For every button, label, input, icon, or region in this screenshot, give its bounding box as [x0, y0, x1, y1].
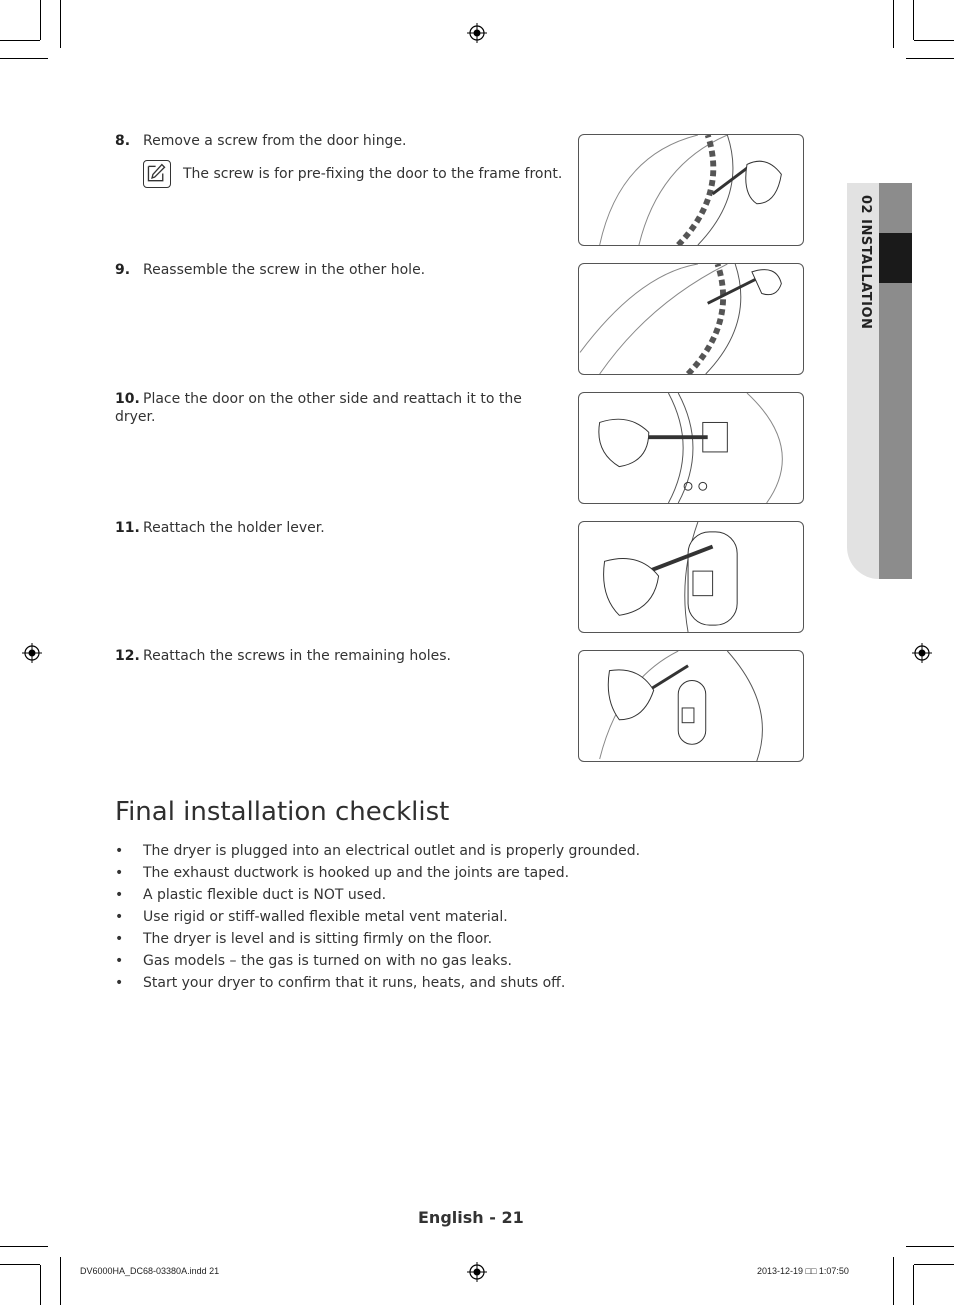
step-text: Reassemble the screw in the other hole. [143, 262, 426, 278]
crop-mark [0, 1264, 40, 1265]
slug-datetime: 2013-12-19 □□ 1:07:50 [757, 1266, 849, 1276]
crop-mark [60, 1257, 61, 1305]
step-11-illustration [578, 521, 804, 633]
checklist [115, 840, 675, 994]
crop-mark [913, 1265, 914, 1305]
checklist-item: • A plastic flexible duct is NOT used. [115, 884, 675, 906]
step-8-illustration [578, 134, 804, 246]
step-text: Reattach the holder lever. [143, 520, 325, 536]
step-10-illustration [578, 392, 804, 504]
slug-file: DV6000HA_DC68-03380A.indd 21 [80, 1266, 220, 1276]
crop-mark [0, 1246, 48, 1247]
crop-mark [40, 0, 41, 40]
crop-mark [60, 0, 61, 48]
checklist-item: • The exhaust ductwork is hooked up and the joints are taped. [115, 862, 675, 884]
crop-mark [906, 1246, 954, 1247]
crop-mark [893, 1257, 894, 1305]
checklist-item: • Use rigid or stiff-walled flexible metal vent material. [115, 906, 675, 928]
registration-mark-icon [22, 643, 42, 663]
registration-mark-icon [467, 23, 487, 43]
registration-mark-icon [912, 643, 932, 663]
crop-mark [914, 40, 954, 41]
note-text: The screw is for pre-fixing the door to the frame front. [183, 166, 563, 182]
section-side-tab [847, 183, 912, 579]
crop-mark [914, 1264, 954, 1265]
step-9 [115, 261, 555, 279]
step-number: 9. [115, 262, 131, 278]
checklist-item: • The dryer is level and is sitting firmly on the floor. [115, 928, 675, 950]
crop-mark [0, 40, 40, 41]
step-10 [115, 390, 555, 426]
step-12 [115, 647, 555, 665]
crop-mark [906, 58, 954, 59]
section-heading: Final installation checklist [115, 797, 450, 827]
section-label: 02 INSTALLATION [858, 195, 873, 330]
step-text: Place the door on the other side and reattach it to the dryer. [115, 391, 522, 425]
step-11 [115, 519, 555, 537]
crop-mark [913, 0, 914, 40]
crop-mark [40, 1265, 41, 1305]
checklist-item: • Gas models – the gas is turned on with no gas leaks. [115, 950, 675, 972]
step-9-illustration [578, 263, 804, 375]
checklist-item: • The dryer is plugged into an electrical outlet and is properly grounded. [115, 840, 675, 862]
step-number: 12. [115, 648, 140, 664]
step-number: 10. [115, 391, 140, 407]
step-text: Reattach the screws in the remaining holes. [143, 648, 452, 664]
step-text: Remove a screw from the door hinge. [143, 133, 407, 149]
note-pencil-icon [143, 160, 171, 188]
registration-mark-icon [467, 1262, 487, 1282]
step-number: 8. [115, 133, 131, 149]
page-number: English - 21 [418, 1208, 524, 1227]
note [143, 160, 563, 190]
step-12-illustration [578, 650, 804, 762]
side-tab-marker [879, 233, 912, 283]
crop-mark [893, 0, 894, 48]
crop-mark [0, 58, 48, 59]
checklist-item: • Start your dryer to confirm that it runs, heats, and shuts off. [115, 972, 675, 994]
step-8 [115, 132, 555, 150]
step-number: 11. [115, 520, 140, 536]
